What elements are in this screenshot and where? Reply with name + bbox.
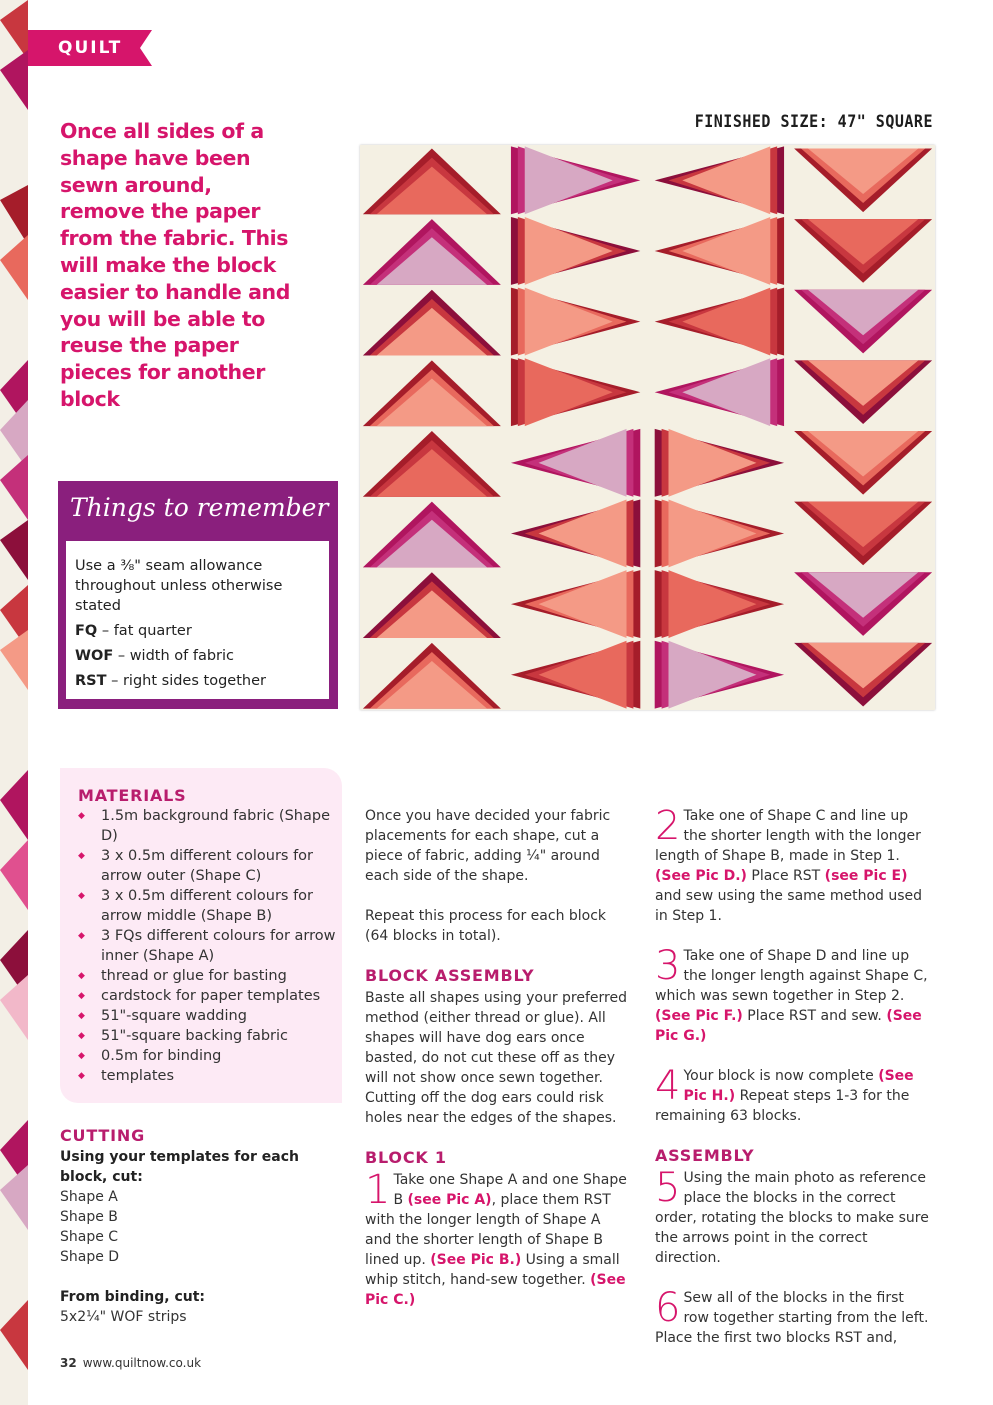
- quilt-patch: [668, 570, 756, 638]
- instructions-column-2: [365, 806, 630, 1330]
- list-item: ◆ 51"-square wadding: [78, 1006, 340, 1026]
- definition-abbr: WOF: [75, 648, 114, 664]
- finished-size-label: FINISHED SIZE: 47" SQUARE: [694, 111, 933, 132]
- quilt-patch: [525, 217, 613, 285]
- step-5: [655, 1165, 930, 1268]
- step-6: [655, 1285, 930, 1348]
- materials-list: [78, 806, 340, 1086]
- quilt-patch: [525, 146, 613, 214]
- remember-definition: [75, 671, 329, 691]
- binding-cut: 5x2¼" WOF strips: [60, 1309, 187, 1325]
- block-1-heading: BLOCK 1: [365, 1148, 447, 1167]
- step-text: Using the main photo as reference place the blocks in the correct order, rotating the blocks to make sure the arrows point in the correct direction.: [655, 1170, 929, 1266]
- list-item: ◆ 0.5m for binding: [78, 1046, 340, 1066]
- step-number: 5: [655, 1165, 681, 1211]
- step-text: Using a small whip stitch, hand-sew together.: [365, 1252, 620, 1288]
- cutting-subheading: Using your templates for each block, cut:: [60, 1149, 299, 1185]
- assembly-heading: ASSEMBLY: [655, 1146, 755, 1165]
- quilt-patch: [682, 146, 770, 214]
- step-text: and sew using the same method used in Step 1.: [655, 888, 923, 924]
- materials-heading: MATERIALS: [78, 786, 187, 805]
- step-text: Place RST: [746, 868, 825, 884]
- quilt-patch: [525, 358, 613, 426]
- step-number: 6: [655, 1285, 681, 1331]
- block-assembly-heading: BLOCK ASSEMBLY: [365, 966, 535, 985]
- quilt-patch: [539, 641, 627, 709]
- step-text: Place RST and sew.: [742, 1008, 887, 1024]
- instructions-column-3: [655, 803, 930, 1368]
- definition-abbr: RST: [75, 673, 107, 689]
- list-item: ◆ 1.5m background fabric (Shape D): [78, 806, 340, 846]
- paragraph: Once you have decided your fabric placements for each shape, cut a piece of fabric, adding ¼" around each side of the shape.: [365, 808, 611, 884]
- step-text: Take one of Shape D and line up the longer length against Shape C, which was sewn together in Step 2.: [655, 948, 928, 1004]
- step-number: 1: [365, 1167, 391, 1213]
- step-number: 2: [655, 803, 681, 849]
- quilt-patch: [682, 288, 770, 356]
- quilt-patch: [682, 358, 770, 426]
- section-tag-label: QUILT: [58, 38, 123, 58]
- list-item: ◆ 51"-square backing fabric: [78, 1026, 340, 1046]
- footer-url: www.quiltnow.co.uk: [82, 1356, 202, 1370]
- remember-definition: [75, 646, 329, 666]
- quilt-patch: [525, 288, 613, 356]
- quilt-photo: [360, 145, 935, 710]
- list-item: Shape A: [60, 1189, 118, 1205]
- step-2: [655, 803, 930, 926]
- pic-reference: (See Pic F.): [655, 1008, 743, 1024]
- list-item: ◆ 3 x 0.5m different colours for arrow outer (Shape C): [78, 846, 340, 886]
- list-item: ◆ 3 x 0.5m different colours for arrow middle (Shape B): [78, 886, 340, 926]
- things-to-remember-box: [58, 481, 338, 709]
- paragraph: Repeat this process for each block (64 blocks in total).: [365, 908, 607, 944]
- step-text: Take one of Shape C and line up the shorter length with the longer length of Shape B, made in Step 1.: [655, 808, 921, 864]
- edge-quilt-strip: [0, 0, 28, 1405]
- pic-reference: (see Pic E): [824, 868, 908, 884]
- step-4: [655, 1063, 930, 1126]
- quilt-patch: [539, 429, 627, 497]
- remember-definition: [75, 621, 329, 641]
- pull-quote: Once all sides of a shape have been sewn around, remove the paper from the fabric. This will make the block easier to handle and you will be able to reuse the paper pieces for another block: [60, 119, 291, 411]
- step-1: [365, 1167, 630, 1310]
- step-text: Repeat steps 1-3 for the remaining 63 blocks.: [655, 1088, 910, 1124]
- quilt-patch: [682, 217, 770, 285]
- binding-subheading: From binding, cut:: [60, 1289, 205, 1305]
- pic-reference: (See Pic C.): [365, 1272, 626, 1308]
- quilt-patch: [668, 500, 756, 568]
- quilt-patch: [668, 429, 756, 497]
- section-tag: [28, 30, 152, 66]
- definition-text: – fat quarter: [97, 623, 192, 639]
- list-item: ◆ cardstock for paper templates: [78, 986, 340, 1006]
- quilt-patch: [539, 500, 627, 568]
- pic-reference: (See Pic B.): [430, 1252, 522, 1268]
- cutting-heading: CUTTING: [60, 1126, 146, 1145]
- quilt-patch: [668, 641, 756, 709]
- remember-intro: Use a ⅜" seam allowance throughout unless otherwise stated: [75, 558, 283, 614]
- list-item: Shape D: [60, 1249, 120, 1265]
- step-text: Take one Shape A and one Shape B: [393, 1172, 627, 1208]
- definition-text: – right sides together: [106, 673, 266, 689]
- step-text: Your block is now complete: [683, 1068, 879, 1084]
- pic-reference: (See Pic G.): [655, 1008, 922, 1044]
- remember-content: [66, 541, 329, 699]
- quilt-illustration: [360, 145, 935, 710]
- list-item: ◆ 3 FQs different colours for arrow inner (Shape A): [78, 926, 340, 966]
- step-number: 4: [655, 1063, 681, 1109]
- step-text: Sew all of the blocks in the first row together starting from the left. Place the first two blocks RST and,: [655, 1290, 929, 1346]
- paragraph: Baste all shapes using your preferred method (either thread or glue). All shapes will have dog ears once basted, do not cut these off as they will not show once sewn together. Cutting off the dog ears could risk holes near the edges of the shapes.: [365, 990, 627, 1126]
- list-item: ◆ templates: [78, 1066, 340, 1086]
- quilt-patch: [539, 570, 627, 638]
- pic-reference: (see Pic A): [407, 1192, 492, 1208]
- definition-text: – width of fabric: [113, 648, 235, 664]
- pic-reference: (See Pic H.): [683, 1068, 914, 1104]
- list-item: Shape C: [60, 1229, 119, 1245]
- list-item: Shape B: [60, 1209, 118, 1225]
- cutting-section: [60, 1147, 350, 1327]
- page-number: 32: [60, 1356, 77, 1370]
- list-item: ◆ thread or glue for basting: [78, 966, 340, 986]
- step-number: 3: [655, 943, 681, 989]
- pic-reference: (See Pic D.): [655, 868, 747, 884]
- definition-abbr: FQ: [75, 623, 98, 639]
- step-text: , place them RST with the longer length of Shape A and the shorter length of Shape B lined up.: [365, 1192, 611, 1268]
- remember-title: Things to remember: [70, 493, 329, 522]
- step-3: [655, 943, 930, 1046]
- page-footer: [60, 1356, 201, 1370]
